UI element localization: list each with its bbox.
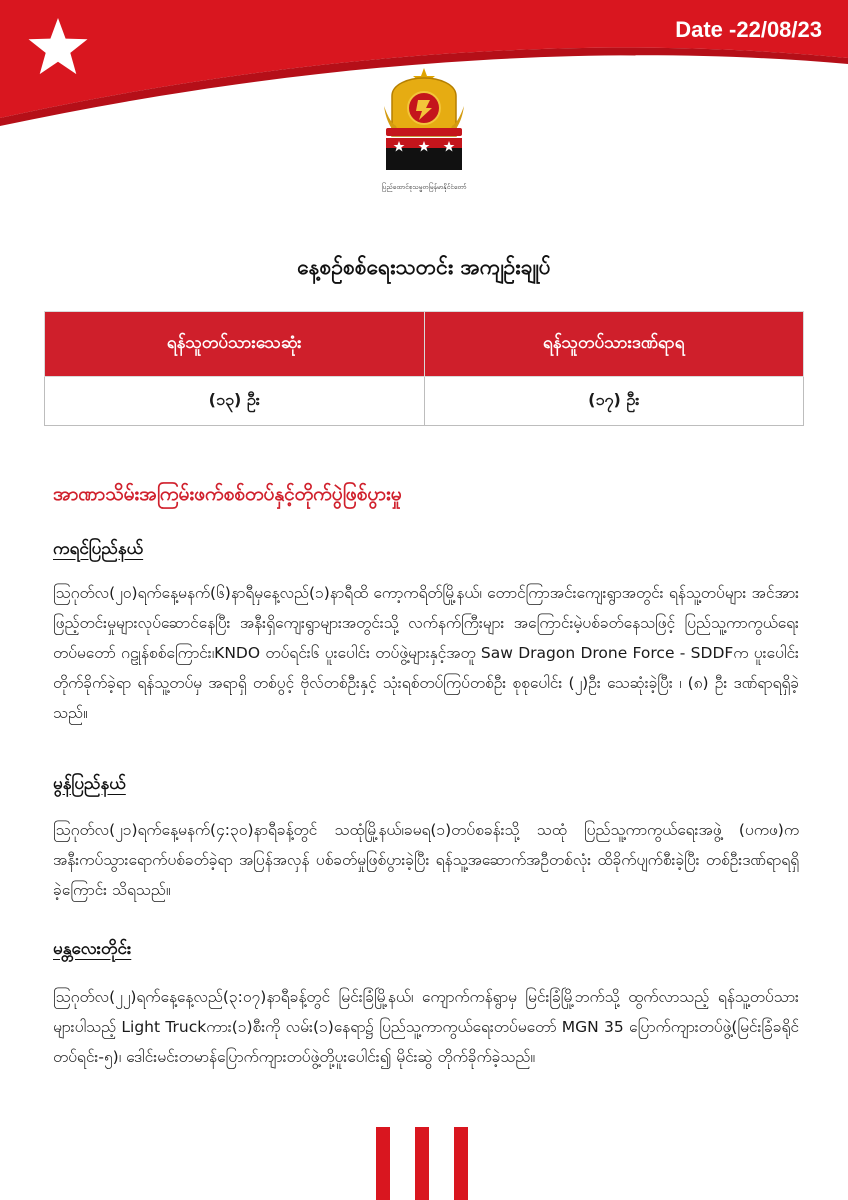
region-title-mandalay: မန္တလေးတိုင်း — [53, 939, 132, 959]
section-heading: အာဏာသိမ်းအကြမ်းဖက်စစ်တပ်နှင့်တိုက်ပွဲဖြစ်ပွားမှု — [53, 483, 402, 505]
casualty-summary-table — [44, 311, 804, 426]
report-karen: ဩဂုတ်လ(၂၀)ရက်နေ့မနက်(၆)နာရီမှနေ့လည်(၁)နာရီထိ ကော့ကရိတ်မြို့နယ်၊ တောင်ကြာအင်းကျေးရွာအတွင်း ရန်သူ့တပ်များ အင်အားဖြည့်တင်းမှုများလုပ်ဆောင်နေပြီး အနီးရှိကျေးရွာများအတွင်းသို့ လက်နက်ကြီးများ အကြောင်းမဲ့ပစ်ခတ်နေသဖြင့် ပြည်သူ့ကာကွယ်ရေးတပ်မတော် ဂဠုန်စစ်ကြောင်း၊KNDO တပ်ရင်း၆ ပူးပေါင်း တပ်ဖွဲ့များနှင့်အတူ Saw Dragon Drone Force - SDDFက ပူးပေါင်းတိုက်ခိုက်ခဲ့ရာ ရန်သူ့တပ်မှ အရာရှိ တစ်ပွင့် ဗိုလ်တစ်ဦးနှင့် သုံးရစ်တပ်ကြပ်တစ်ဦး စုစုပေါင်း (၂)ဦး သေဆုံးခဲ့ပြီး ၊ (၈) ဦး ဒဏ်ရာရရှိခဲ့သည်။ — [53, 584, 799, 722]
page-title: နေ့စဉ်စစ်ရေးသတင်း အကျဉ်းချုပ် — [297, 255, 551, 279]
header-enemy-killed: ရန်သူတပ်သားသေဆုံး — [45, 312, 425, 377]
date-label: Date -22/08/23 — [675, 17, 822, 42]
bottom-stripes-decoration — [376, 1127, 468, 1200]
emblem-caption: ပြည်ထောင်စုသမ္မတမြန်မာနိုင်ငံတော် — [381, 183, 467, 191]
state-seal-icon — [374, 66, 474, 196]
header-enemy-wounded: ရန်သူတပ်သားဒဏ်ရာရ — [424, 312, 804, 377]
report-mon: ဩဂုတ်လ(၂၁)ရက်နေ့မနက်(၄:၃၀)နာရီခန့်တွင် သထုံမြို့နယ်၊ခမရ(၁)တပ်စခန်းသို့ သထုံ ပြည်သူ့ကာကွယ်ရေးအဖွဲ့ (ပကဖ)က အနီးကပ်သွားရောက်ပစ်ခတ်ခဲ့ရာ အပြန်အလှန် ပစ်ခတ်မှုဖြစ်ပွားခဲ့ပြီး ရန်သူ့အဆောက်အဦတစ်လုံး ထိခိုက်ပျက်စီးခဲ့ပြီး တစ်ဦးဒဏ်ရာရရှိခဲ့ကြောင်း သိရသည်။ — [53, 821, 799, 899]
region-title-karen: ကရင်ပြည်နယ် — [53, 539, 144, 559]
region-title-mon: မွန်ပြည်နယ် — [53, 774, 126, 794]
enemy-wounded-count: (၁၇) ဦး — [424, 377, 804, 426]
enemy-killed-count: (၁၃) ဦး — [45, 377, 425, 426]
report-mandalay: ဩဂုတ်လ(၂၂)ရက်နေ့နေ့လည်(၃:၀၇)နာရီခန့်တွင် မြင်းခြံမြို့နယ်၊ ကျောက်ကန်ရွာမှ မြင်းခြံမြို့ဘက်သို့ ထွက်လာသည့် ရန်သူ့တပ်သားများပါသည့် Light Truckကား(၁)စီးကို လမ်း(၁)နေရာ၌ ပြည်သူ့ကာကွယ်ရေးတပ်မတော် MGN 35 ပြောက်ကျားတပ်ဖွဲ့(မြင်းခြံခရိုင်တပ်ရင်း-၅)၊ ဒေါင်းမင်းတမာန်ပြောက်ကျားတပ်ဖွဲ့တို့ပူးပေါင်း၍ မိုင်းဆွဲ တိုက်ခိုက်ခဲ့သည်။ — [53, 988, 799, 1066]
table-row — [45, 377, 804, 426]
